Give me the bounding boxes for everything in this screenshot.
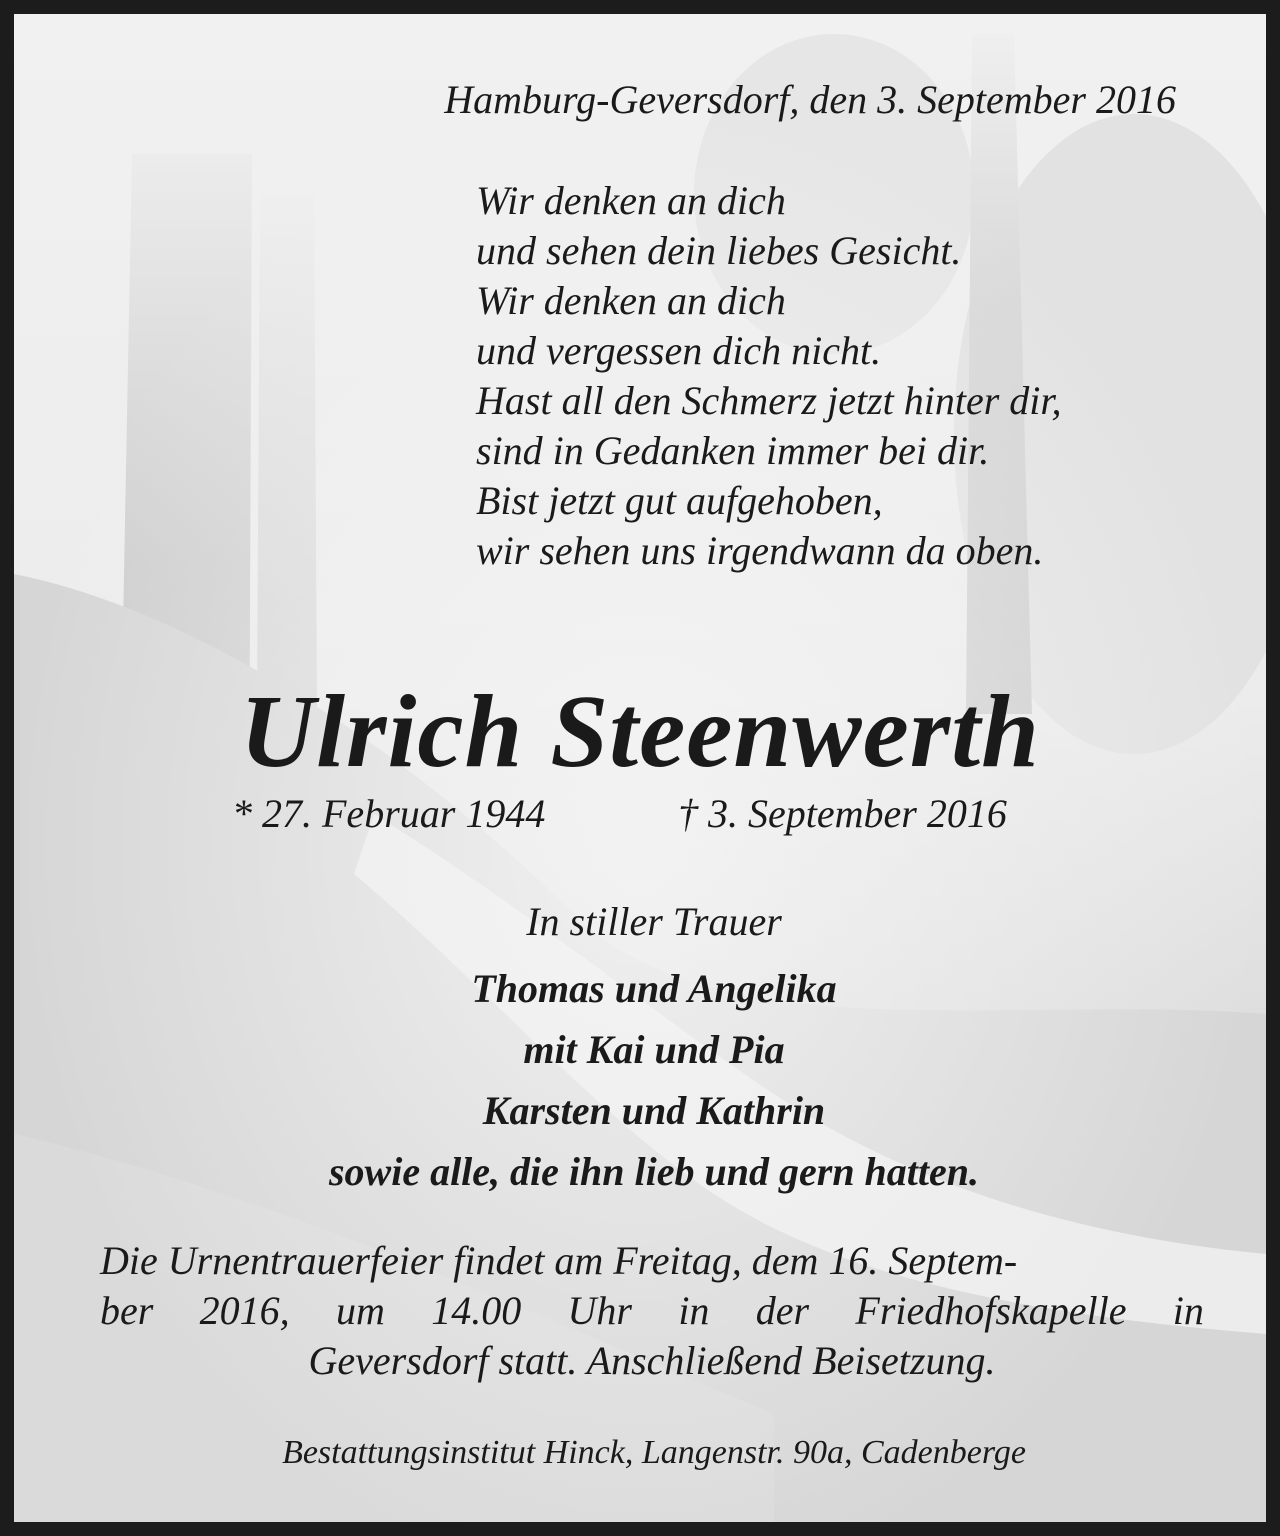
mourning-intro: In stiller Trauer: [526, 899, 782, 944]
ceremony-line: Die Urnentrauerfeier findet am Freitag, dem 16. Septem-: [100, 1238, 1018, 1283]
poem-line: wir sehen uns irgendwann da oben.: [476, 528, 1044, 573]
ceremony-word: Uhr: [567, 1288, 632, 1333]
ceremony-word: der: [755, 1288, 810, 1333]
ceremony-word: in: [678, 1288, 710, 1333]
ceremony-word: 14.00: [431, 1288, 522, 1333]
mourner-line: mit Kai und Pia: [523, 1027, 785, 1072]
ceremony-word: Friedhofskapelle: [855, 1288, 1127, 1333]
ceremony-notice: [100, 1236, 1204, 1386]
poem-line: Hast all den Schmerz jetzt hinter dir,: [476, 378, 1062, 423]
poem-line: Wir denken an dich: [476, 178, 786, 223]
ceremony-word: in: [1172, 1288, 1204, 1333]
memorial-poem: [476, 176, 1062, 576]
ceremony-word: 2016,: [199, 1288, 290, 1333]
ceremony-word: ber: [100, 1288, 154, 1333]
mourners-list: [14, 958, 1280, 1202]
mourner-line: Thomas und Angelika: [471, 966, 837, 1011]
poem-line: Wir denken an dich: [476, 278, 786, 323]
death-date: † 3. September 2016: [678, 791, 1007, 836]
poem-line: Bist jetzt gut aufgehoben,: [476, 478, 883, 523]
ceremony-line: [100, 1286, 1204, 1336]
ceremony-line: Geversdorf statt. Anschließend Beisetzung.: [308, 1338, 996, 1383]
place-date: Hamburg-Geversdorf, den 3. September 2016: [444, 77, 1176, 122]
birth-date: * 27. Februar 1944: [232, 791, 546, 836]
deceased-name: Ulrich Steenwerth: [240, 674, 1040, 789]
ceremony-word: um: [335, 1288, 385, 1333]
mourner-line: sowie alle, die ihn lieb und gern hatten.: [328, 1149, 980, 1194]
mourner-line: Karsten und Kathrin: [482, 1088, 826, 1133]
poem-line: sind in Gedanken immer bei dir.: [476, 428, 990, 473]
poem-line: und sehen dein liebes Gesicht.: [476, 228, 962, 273]
funeral-home: Bestattungsinstitut Hinck, Langenstr. 90a, Cadenberge: [282, 1434, 1026, 1471]
poem-line: und vergessen dich nicht.: [476, 328, 882, 373]
